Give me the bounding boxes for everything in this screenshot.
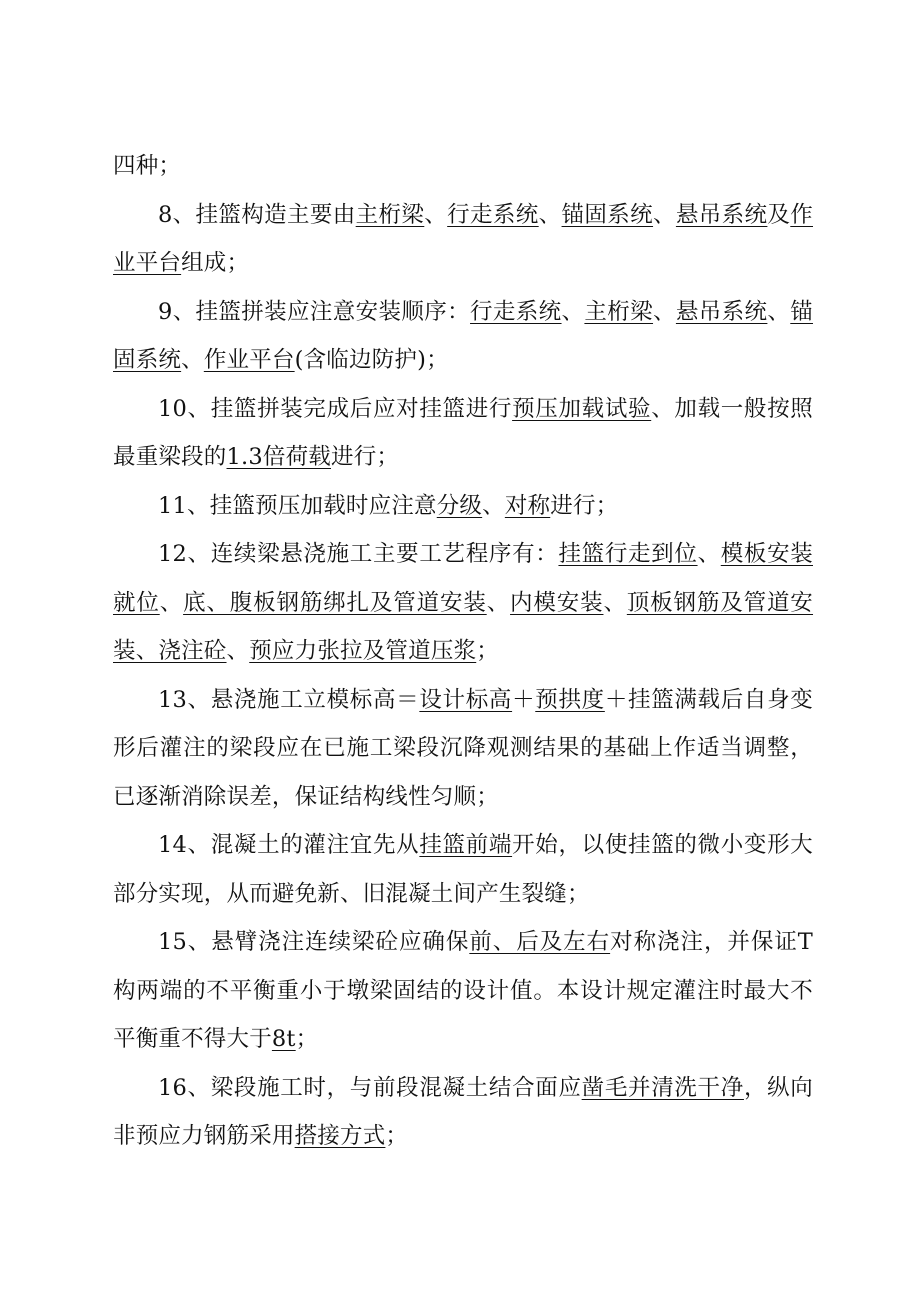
paragraph-text: 、加载一般按照最重梁段的 — [113, 395, 814, 470]
paragraph-text: 12、连续梁悬浇施工主要工艺程序有： — [158, 541, 559, 567]
underlined-answer: 挂篮前端 — [419, 832, 513, 858]
paragraph-text: 、 — [653, 298, 676, 325]
paragraph-text: ＋挂篮满载后自身变形后灌注的梁段应在已施工梁段沉降观测结果的基础上作适当调整，已逐渐消除误差，保证结构线性匀顺； — [113, 686, 813, 810]
paragraph-text: ＋ — [512, 686, 536, 713]
underlined-answer: 底、腹板钢筋绑扎及管道安装 — [183, 589, 487, 616]
paragraph-text: 、 — [226, 638, 250, 664]
paragraph-text: 、 — [482, 492, 505, 519]
paragraph — [113, 821, 813, 918]
underlined-answer: 作业平台 — [113, 201, 813, 276]
underlined-answer: 锚固系统 — [561, 201, 654, 228]
paragraph-text: 13、悬浇施工立模标高＝ — [158, 686, 420, 713]
paragraph — [113, 385, 813, 482]
paragraph-text: 开始，以使挂篮的微小变形大部分实现，从而避免新、旧混凝土间产生裂缝； — [113, 832, 813, 907]
underlined-answer: 悬吊系统 — [675, 201, 768, 228]
underlined-answer: 行走系统 — [470, 298, 562, 325]
paragraph — [113, 288, 813, 385]
underlined-answer: 前、后及左右 — [469, 929, 611, 955]
paragraph-text: ； — [295, 1026, 319, 1052]
underlined-answer: 设计标高 — [419, 686, 513, 713]
paragraph-text: 14、混凝土的灌注宜先从 — [158, 832, 420, 858]
underlined-answer: 凿毛并清洗干净 — [581, 1074, 744, 1101]
underlined-answer: 预应力张拉及管道压浆 — [249, 638, 477, 664]
paragraph-text: 、 — [767, 298, 791, 325]
paragraph — [113, 1064, 813, 1161]
paragraph-text: 进行； — [550, 492, 619, 519]
underlined-answer: 行走系统 — [447, 201, 539, 228]
paragraph-text: 8、挂篮构造主要由 — [158, 201, 356, 228]
underlined-answer: 8t — [271, 1026, 296, 1052]
paragraph-text: (含临边防护)； — [294, 347, 449, 373]
paragraph — [113, 482, 813, 531]
underlined-answer: 主桁梁 — [355, 201, 425, 228]
paragraph-text: 、 — [653, 201, 676, 228]
paragraph-text: 、 — [181, 347, 204, 373]
paragraph-text: 组成； — [181, 250, 250, 276]
underlined-answer: 预压加载试验 — [512, 395, 652, 422]
paragraph — [113, 191, 813, 288]
paragraph-text: 、 — [486, 589, 511, 616]
underlined-answer: 搭接方式 — [294, 1123, 386, 1149]
paragraph-text: 9、挂篮拼装应注意安装顺序： — [158, 298, 471, 325]
underlined-answer: 预拱度 — [535, 686, 605, 713]
underlined-answer: 模板安装就位 — [113, 541, 813, 616]
paragraph-text: ，纵向非预应力钢筋采用 — [113, 1074, 814, 1149]
underlined-answer: 顶板钢筋及管道安装、浇注砼 — [113, 589, 814, 664]
underlined-answer: 作业平台 — [203, 347, 295, 373]
paragraph-text: 、 — [697, 541, 721, 567]
paragraph-text: 16、梁段施工时，与前段混凝土结合面应 — [158, 1074, 582, 1101]
underlined-answer: 锚固系统 — [113, 298, 813, 373]
paragraph-text: 15、悬臂浇注连续梁砼应确保 — [158, 929, 470, 955]
underlined-answer: 主桁梁 — [584, 298, 654, 325]
underlined-answer: 挂篮行走到位 — [558, 541, 698, 567]
paragraph-text: 进行； — [331, 444, 400, 470]
paragraph-text: 、 — [561, 298, 585, 325]
paragraph-text: 11、挂篮预压加载时应注意 — [158, 492, 437, 519]
underlined-answer: 悬吊系统 — [675, 298, 768, 325]
paragraph-text: 、 — [159, 589, 184, 616]
paragraph-text: ； — [476, 638, 499, 664]
paragraph — [113, 530, 813, 676]
document-body — [113, 142, 813, 1161]
underlined-answer: 对称 — [504, 492, 551, 519]
underlined-answer: 内模安装 — [510, 589, 604, 616]
paragraph-text: 、 — [538, 201, 562, 228]
paragraph-text: 、 — [424, 201, 448, 228]
paragraph-text: 四种； — [113, 153, 182, 179]
paragraph-text: 、 — [603, 589, 627, 616]
paragraph-text: 对称浇注，并保证T构两端的不平衡重小于墩梁固结的设计值。本设计规定灌注时最大不平衡重不得大于 — [113, 929, 814, 1052]
paragraph-text: 10、挂篮拼装完成后应对挂篮进行 — [158, 395, 513, 422]
paragraph — [113, 918, 813, 1064]
paragraph-text: ； — [385, 1123, 409, 1149]
paragraph — [113, 142, 813, 191]
underlined-answer: 分级 — [436, 492, 483, 519]
paragraph — [113, 676, 813, 822]
paragraph-text: 及 — [767, 201, 791, 228]
underlined-answer: 1.3倍荷载 — [226, 444, 331, 470]
